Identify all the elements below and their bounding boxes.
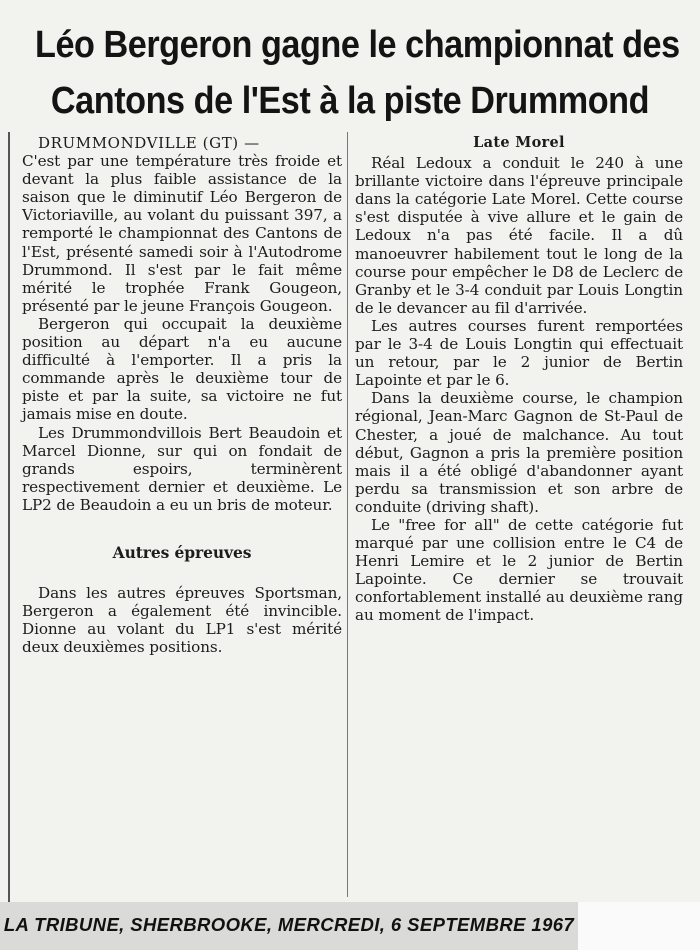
column-divider [347, 132, 348, 897]
headline-line-2: Cantons de l'Est à la piste Drummond [50, 80, 650, 122]
dateline: DRUMMONDVILLE (GT) — [38, 134, 260, 152]
source-line: LA TRIBUNE, SHERBROOKE, MERCREDI, 6 SEPTEMBRE 1967 [3, 914, 575, 935]
paragraph: C'est par une température très froide et devant la plus faible assistance de la saison que le diminutif Léo Bergeron de Victoriaville, au volant du puissant 397, a remporté le championnat des Cantons de l'Est, présenté samedi soir à l'Autodrome Drummond. Il s'est par le fait même mérité le trophée Frank Gougeon, présenté par le jeune François Gougeon. [22, 152, 342, 315]
paragraph: Les Drummondvillois Bert Beaudoin et Marcel Dionne, sur qui on fondait de grands espoirs, terminèrent respectivement dernier et deuxième. Le LP2 de Beaudoin a eu un bris de moteur. [22, 423, 342, 514]
paragraph: Le "free for all" de cette catégorie fut marqué par une collision entre le C4 de Henri Lemire et le 2 junior de Bertin Lapointe. Ce dernier se trouvait confortablement installé au deuxième rang au moment de l'impact. [355, 515, 683, 625]
paragraph: Les autres courses furent remportées par le 3-4 de Louis Longtin qui effectuait un retour, par le 2 junior de Bertin Lapointe et par le 6. [355, 316, 683, 390]
paragraph: Dans la deuxième course, le champion régional, Jean-Marc Gagnon de St-Paul de Chester, a joué de malchance. Au tout début, Gagnon a pris la première position mais il a été obligé d'abandonner ayant perdu sa transmission et son arbre de conduite (driving shaft). [355, 389, 683, 516]
paragraph: Bergeron qui occupait la deuxième position au départ n'a eu aucune difficulté à l'emporter. Il a pris la commande après le deuxième tour de piste et par la suite, sa victoire ne fut jamais mise en doute. [22, 314, 342, 424]
article-left-column [22, 134, 342, 656]
paragraph: Dans les autres épreuves Sportsman, Bergeron a également été invincible. Dionne au volant du LP1 s'est mérité deux deuxièmes positions. [22, 584, 342, 657]
subhead-late-morel: Late Morel [473, 134, 565, 151]
paragraph: Réal Ledoux a conduit le 240 à une brillante victoire dans l'épreuve principale dans la catégorie Late Morel. Cette course s'est disputée à vive allure et le gain de Ledoux n'a pas été facile. Il a dû manoeuvrer habilement tout le long de la course pour empêcher le D8 de Leclerc de Granby et le 3-4 conduit par Louis Longtin de le devancer au fil d'arrivée. [355, 154, 683, 317]
left-margin-rule [8, 132, 10, 902]
headline-line-1: Léo Bergeron gagne le championnat des [35, 24, 680, 66]
article-right-column [355, 134, 683, 625]
subhead-autres-epreuves: Autres épreuves [112, 542, 252, 562]
banner-tail [578, 902, 700, 950]
